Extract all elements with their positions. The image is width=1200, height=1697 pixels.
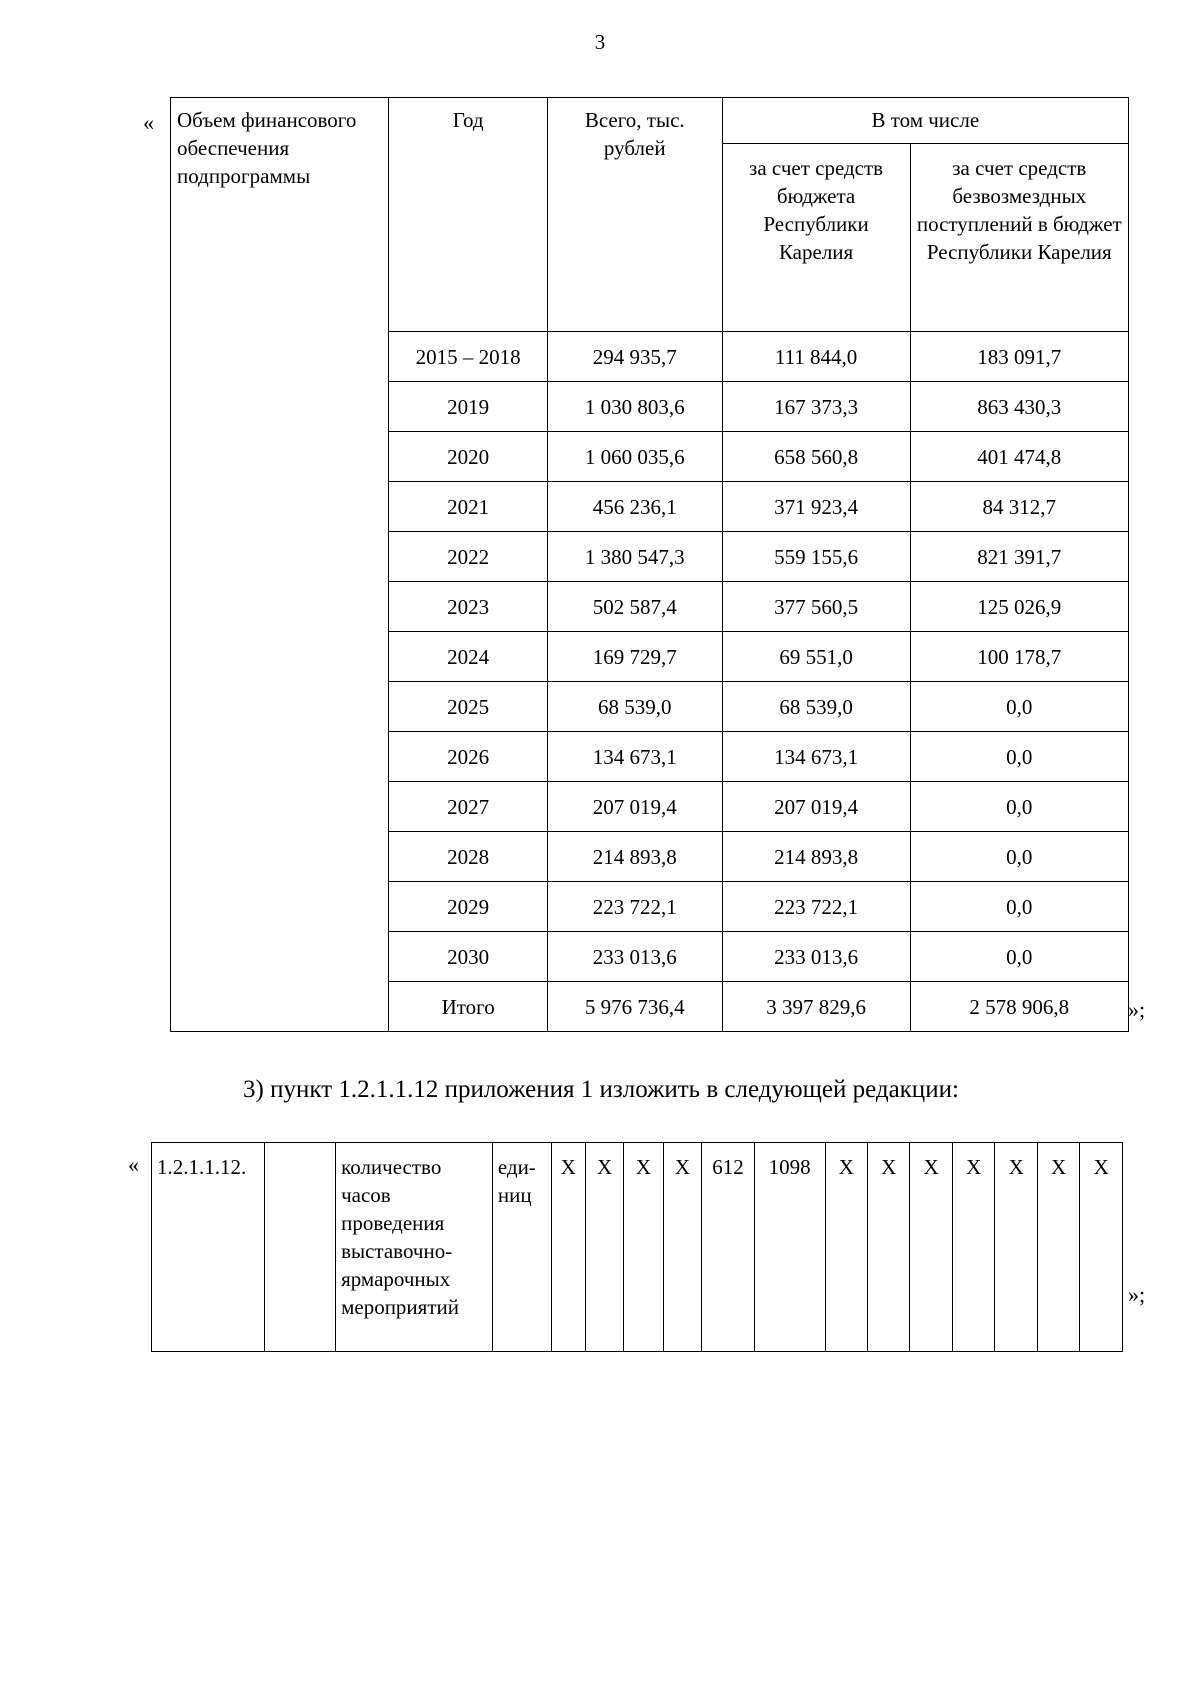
row-grants: 0,0 [910,732,1128,782]
column-header-including: В том числе [722,98,1128,144]
item-row [152,1143,1123,1352]
column-header-year: Год [389,98,547,332]
row-grants: 863 430,3 [910,382,1128,432]
row-budget: 233 013,6 [722,932,910,982]
item-unit: еди-ниц [492,1143,551,1352]
row-total: 1 030 803,6 [547,382,722,432]
item-value-cell: 1098 [754,1143,825,1352]
row-grants: 2 578 906,8 [910,982,1128,1032]
row-grants: 401 474,8 [910,432,1128,482]
row-budget: 68 539,0 [722,682,910,732]
item-indicator: количество часов проведения выставочно-ярмарочных мероприятий [336,1143,493,1352]
row-budget: 377 560,5 [722,582,910,632]
row-year: 2024 [389,632,547,682]
row-grants: 84 312,7 [910,482,1128,532]
row-total: 456 236,1 [547,482,722,532]
row-year: 2020 [389,432,547,482]
item-code: 1.2.1.1.12. [152,1143,265,1352]
row-year: 2022 [389,532,547,582]
item-value-cell: X [624,1143,663,1352]
financing-label: Объем финансового обеспечения подпрограммы [177,108,357,188]
row-budget: 223 722,1 [722,882,910,932]
row-grants: 183 091,7 [910,332,1128,382]
item-value-cell: X [663,1143,701,1352]
row-year: 2028 [389,832,547,882]
opening-quote-2: « [128,1152,139,1177]
row-grants: 0,0 [910,932,1128,982]
row-budget: 214 893,8 [722,832,910,882]
row-year: 2019 [389,382,547,432]
row-total: 223 722,1 [547,882,722,932]
page-number: 3 [594,30,606,54]
item-table [151,1142,1123,1352]
row-year: 2030 [389,932,547,982]
row-total: 502 587,4 [547,582,722,632]
row-budget: 69 551,0 [722,632,910,682]
row-year: 2026 [389,732,547,782]
row-total: 5 976 736,4 [547,982,722,1032]
row-total: 169 729,7 [547,632,722,682]
row-total: 294 935,7 [547,332,722,382]
row-budget: 559 155,6 [722,532,910,582]
row-year: 2023 [389,582,547,632]
item-value-cell: X [551,1143,585,1352]
row-total: 207 019,4 [547,782,722,832]
row-grants: 0,0 [910,682,1128,732]
row-total: 214 893,8 [547,832,722,882]
row-total: 134 673,1 [547,732,722,782]
amendment-paragraph: 3) пункт 1.2.1.1.12 приложения 1 изложить в следующей редакции: [243,1076,959,1103]
row-grants: 125 026,9 [910,582,1128,632]
column-header-grants: за счет средств безвозмездных поступлений в бюджет Республики Карелия [910,144,1128,332]
item-value-cell: X [995,1143,1037,1352]
row-year: 2029 [389,882,547,932]
row-year: 2027 [389,782,547,832]
row-year: 2021 [389,482,547,532]
row-grants: 821 391,7 [910,532,1128,582]
opening-quote: « [143,110,154,135]
item-value-cell: X [1080,1143,1123,1352]
row-budget: 134 673,1 [722,732,910,782]
row-budget: 3 397 829,6 [722,982,910,1032]
row-total: 1 380 547,3 [547,532,722,582]
column-header-budget: за счет средств бюджета Республики Карелия [722,144,910,332]
financing-table [170,97,1129,1032]
row-year: Итого [389,982,547,1032]
item-value-cell: X [585,1143,623,1352]
row-year: 2015 – 2018 [389,332,547,382]
item-empty-cell [265,1143,336,1352]
row-grants: 0,0 [910,882,1128,932]
row-budget: 207 019,4 [722,782,910,832]
closing-quote-2: »; [1128,1282,1146,1307]
row-grants: 0,0 [910,782,1128,832]
row-grants: 100 178,7 [910,632,1128,682]
row-total: 233 013,6 [547,932,722,982]
row-total: 1 060 035,6 [547,432,722,482]
row-budget: 111 844,0 [722,332,910,382]
row-budget: 371 923,4 [722,482,910,532]
item-value-cell: X [910,1143,952,1352]
row-total: 68 539,0 [547,682,722,732]
row-year: 2025 [389,682,547,732]
row-grants: 0,0 [910,832,1128,882]
row-budget: 658 560,8 [722,432,910,482]
item-value-cell: X [952,1143,994,1352]
table-label-cell [171,98,389,1032]
row-budget: 167 373,3 [722,382,910,432]
column-header-total: Всего, тыс. рублей [547,98,722,332]
item-value-cell: 612 [702,1143,755,1352]
closing-quote: »; [1128,997,1146,1022]
table-header-row [171,98,1129,144]
item-value-cell: X [825,1143,867,1352]
item-value-cell: X [1037,1143,1079,1352]
item-value-cell: X [868,1143,910,1352]
